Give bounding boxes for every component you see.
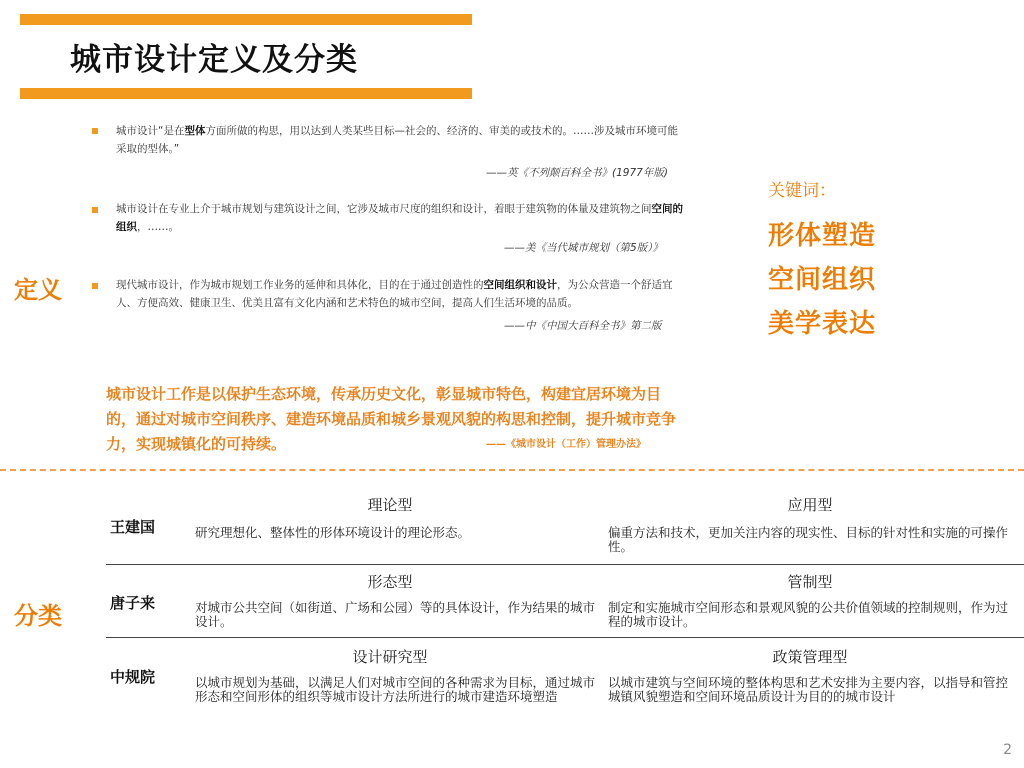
type-description: 以城市规划为基础，以满足人们对城市空间的各种需求为目标，通过城市形态和空间形体的组织等城市设计方法所进行的城市建造环境塑造 xyxy=(195,675,596,704)
definition-source-2: ——美《当代城市规划（第5版）》 xyxy=(504,242,663,254)
row-divider xyxy=(106,564,1024,565)
type-description: 偏重方法和技术，更加关注内容的现实性、目标的针对性和实施的可操作性。 xyxy=(608,525,1009,554)
author-name: 唐子来 xyxy=(110,594,156,612)
definition-item-3: 现代城市设计，作为城市规划工作业务的延伸和具体化，目的在于通过创造性的空间组织和设计，为公众营造一个舒适宜人、方便高效、健康卫生、优美且富有文化内涵和艺术特色的城市空间，提高人们生活环境的品质。 xyxy=(116,279,673,309)
title-top-bar xyxy=(20,14,472,25)
definition-item-2: 城市设计在专业上介于城市规划与建筑设计之间，它涉及城市尺度的组织和设计，着眼于建筑物的体量及建筑物之间空间的组织，……。 xyxy=(116,203,683,233)
type-description: 研究理想化、整体性的形体环境设计的理论形态。 xyxy=(195,525,471,540)
type-description: 制定和实施城市空间形态和景观风貌的公共价值领域的控制规则，作为过程的城市设计。 xyxy=(608,600,1009,629)
policy-quote: 城市设计工作是以保护生态环境，传承历史文化，彰显城市特色，构建宜居环境为目的，通过对城市空间秩序、建造环境品质和城乡景观风貌的构思和控制，提升城市竞争力，实现城镇化的可持续。 xyxy=(106,385,677,453)
definition-label: 定义 xyxy=(14,276,62,304)
keyword-2: 空间组织 xyxy=(768,265,877,295)
classification-label: 分类 xyxy=(14,602,62,630)
type-heading: 应用型 xyxy=(787,496,833,514)
type-heading: 理论型 xyxy=(367,496,413,514)
type-description: 以城市建筑与空间环境的整体构思和艺术安排为主要内容，以指导和管控城镇风貌塑造和空间环境品质设计为目的的城市设计 xyxy=(608,675,1009,704)
author-name: 王建国 xyxy=(110,518,156,536)
bullet-icon xyxy=(92,279,104,289)
definition-item-1: 城市设计“是在型体方面所做的构思，用以达到人类某些目标—社会的、经济的、审美的或技术的。……涉及城市环境可能采取的型体。” xyxy=(116,125,678,155)
author-name: 中规院 xyxy=(110,668,156,686)
definition-source-1: ——英《不列颠百科全书》(1977年版) xyxy=(486,167,668,179)
title-bottom-bar xyxy=(20,88,472,99)
policy-quote-source: ——《城市设计（工作）管理办法》 xyxy=(486,439,646,450)
page-number: 2 xyxy=(1003,742,1012,758)
bullet-icon xyxy=(92,124,104,134)
keyword-1: 形体塑造 xyxy=(768,221,877,251)
type-heading: 管制型 xyxy=(787,573,833,591)
type-heading: 形态型 xyxy=(367,573,413,591)
keywords-label: 关键词： xyxy=(768,181,836,201)
section-divider xyxy=(0,469,1024,471)
page-title: 城市设计定义及分类 xyxy=(70,42,358,78)
type-heading: 设计研究型 xyxy=(352,648,428,666)
type-description: 对城市公共空间（如街道、广场和公园）等的具体设计，作为结果的城市设计。 xyxy=(195,600,596,629)
definition-source-3: ——中《中国大百科全书》第二版 xyxy=(504,320,662,332)
type-heading: 政策管理型 xyxy=(772,648,848,666)
row-divider xyxy=(106,637,1024,638)
keyword-3: 美学表达 xyxy=(768,309,877,339)
bullet-icon xyxy=(92,203,104,213)
